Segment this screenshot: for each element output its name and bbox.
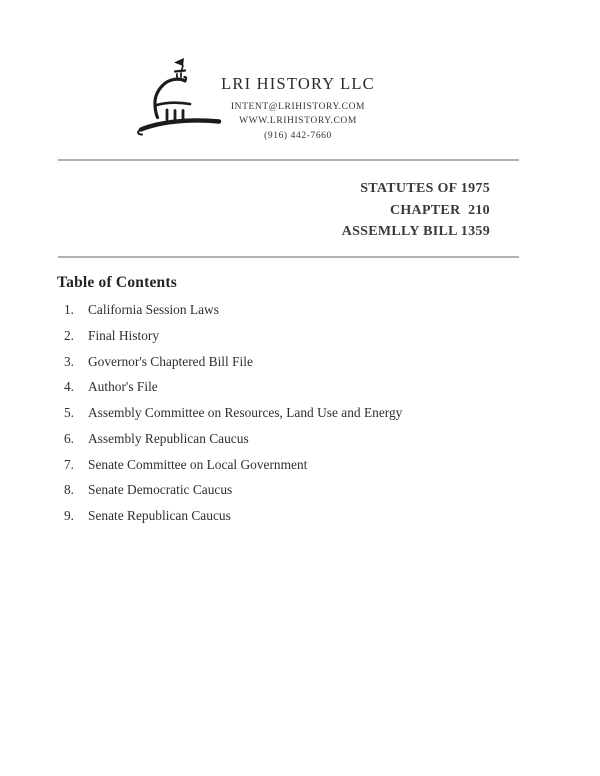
toc-item <box>58 509 402 535</box>
toc-item-label: Senate Democratic Caucus <box>88 482 233 498</box>
top-divider <box>58 159 519 161</box>
toc-item-number: 4. <box>63 379 74 395</box>
toc-list <box>58 303 402 535</box>
toc-item <box>58 458 402 484</box>
toc-item <box>58 329 402 355</box>
toc-title: Table of Contents <box>57 274 177 291</box>
statutes-line: STATUTES OF 1975 <box>360 181 490 196</box>
toc-item <box>58 483 402 509</box>
toc-item <box>58 355 402 381</box>
toc-item-number: 9. <box>63 508 74 523</box>
toc-item-number: 7. <box>63 456 74 472</box>
toc-item <box>58 380 402 406</box>
toc-item-label: Assembly Republican Caucus <box>88 430 249 446</box>
toc-item <box>58 406 402 432</box>
company-name: LRI HISTORY LLC <box>221 74 375 93</box>
assembly-bill-line: ASSEMLLY BILL 1359 <box>341 224 490 240</box>
toc-item-number: 6. <box>63 430 74 446</box>
letterhead <box>178 74 418 143</box>
bottom-divider <box>58 256 519 258</box>
chapter-line: CHAPTER 210 <box>389 202 490 218</box>
toc-item <box>58 303 402 329</box>
toc-item-label: Governor's Chaptered Bill File <box>88 353 253 369</box>
toc-item-label: Senate Committee on Local Government <box>88 456 308 472</box>
toc-item-label: Final History <box>88 327 160 343</box>
toc-item-number: 8. <box>63 482 74 498</box>
toc-item <box>58 432 402 458</box>
toc-item-number: 2. <box>63 327 74 343</box>
company-website: WWW.LRIHISTORY.COM <box>239 116 357 127</box>
toc-item-number: 1. <box>63 302 74 317</box>
company-phone: (916) 442-7660 <box>264 130 332 141</box>
toc-item-label: Author's File <box>88 379 158 395</box>
toc-item-label: California Session Laws <box>88 302 219 317</box>
toc-item-number: 3. <box>63 353 74 369</box>
company-email: INTENT@LRIHISTORY.COM <box>230 102 366 112</box>
toc-item-label: Assembly Committee on Resources, Land Use and Energy <box>88 405 403 420</box>
statute-reference-block <box>342 178 490 243</box>
toc-item-label: Senate Republican Caucus <box>88 508 231 523</box>
toc-item-number: 5. <box>63 405 74 420</box>
